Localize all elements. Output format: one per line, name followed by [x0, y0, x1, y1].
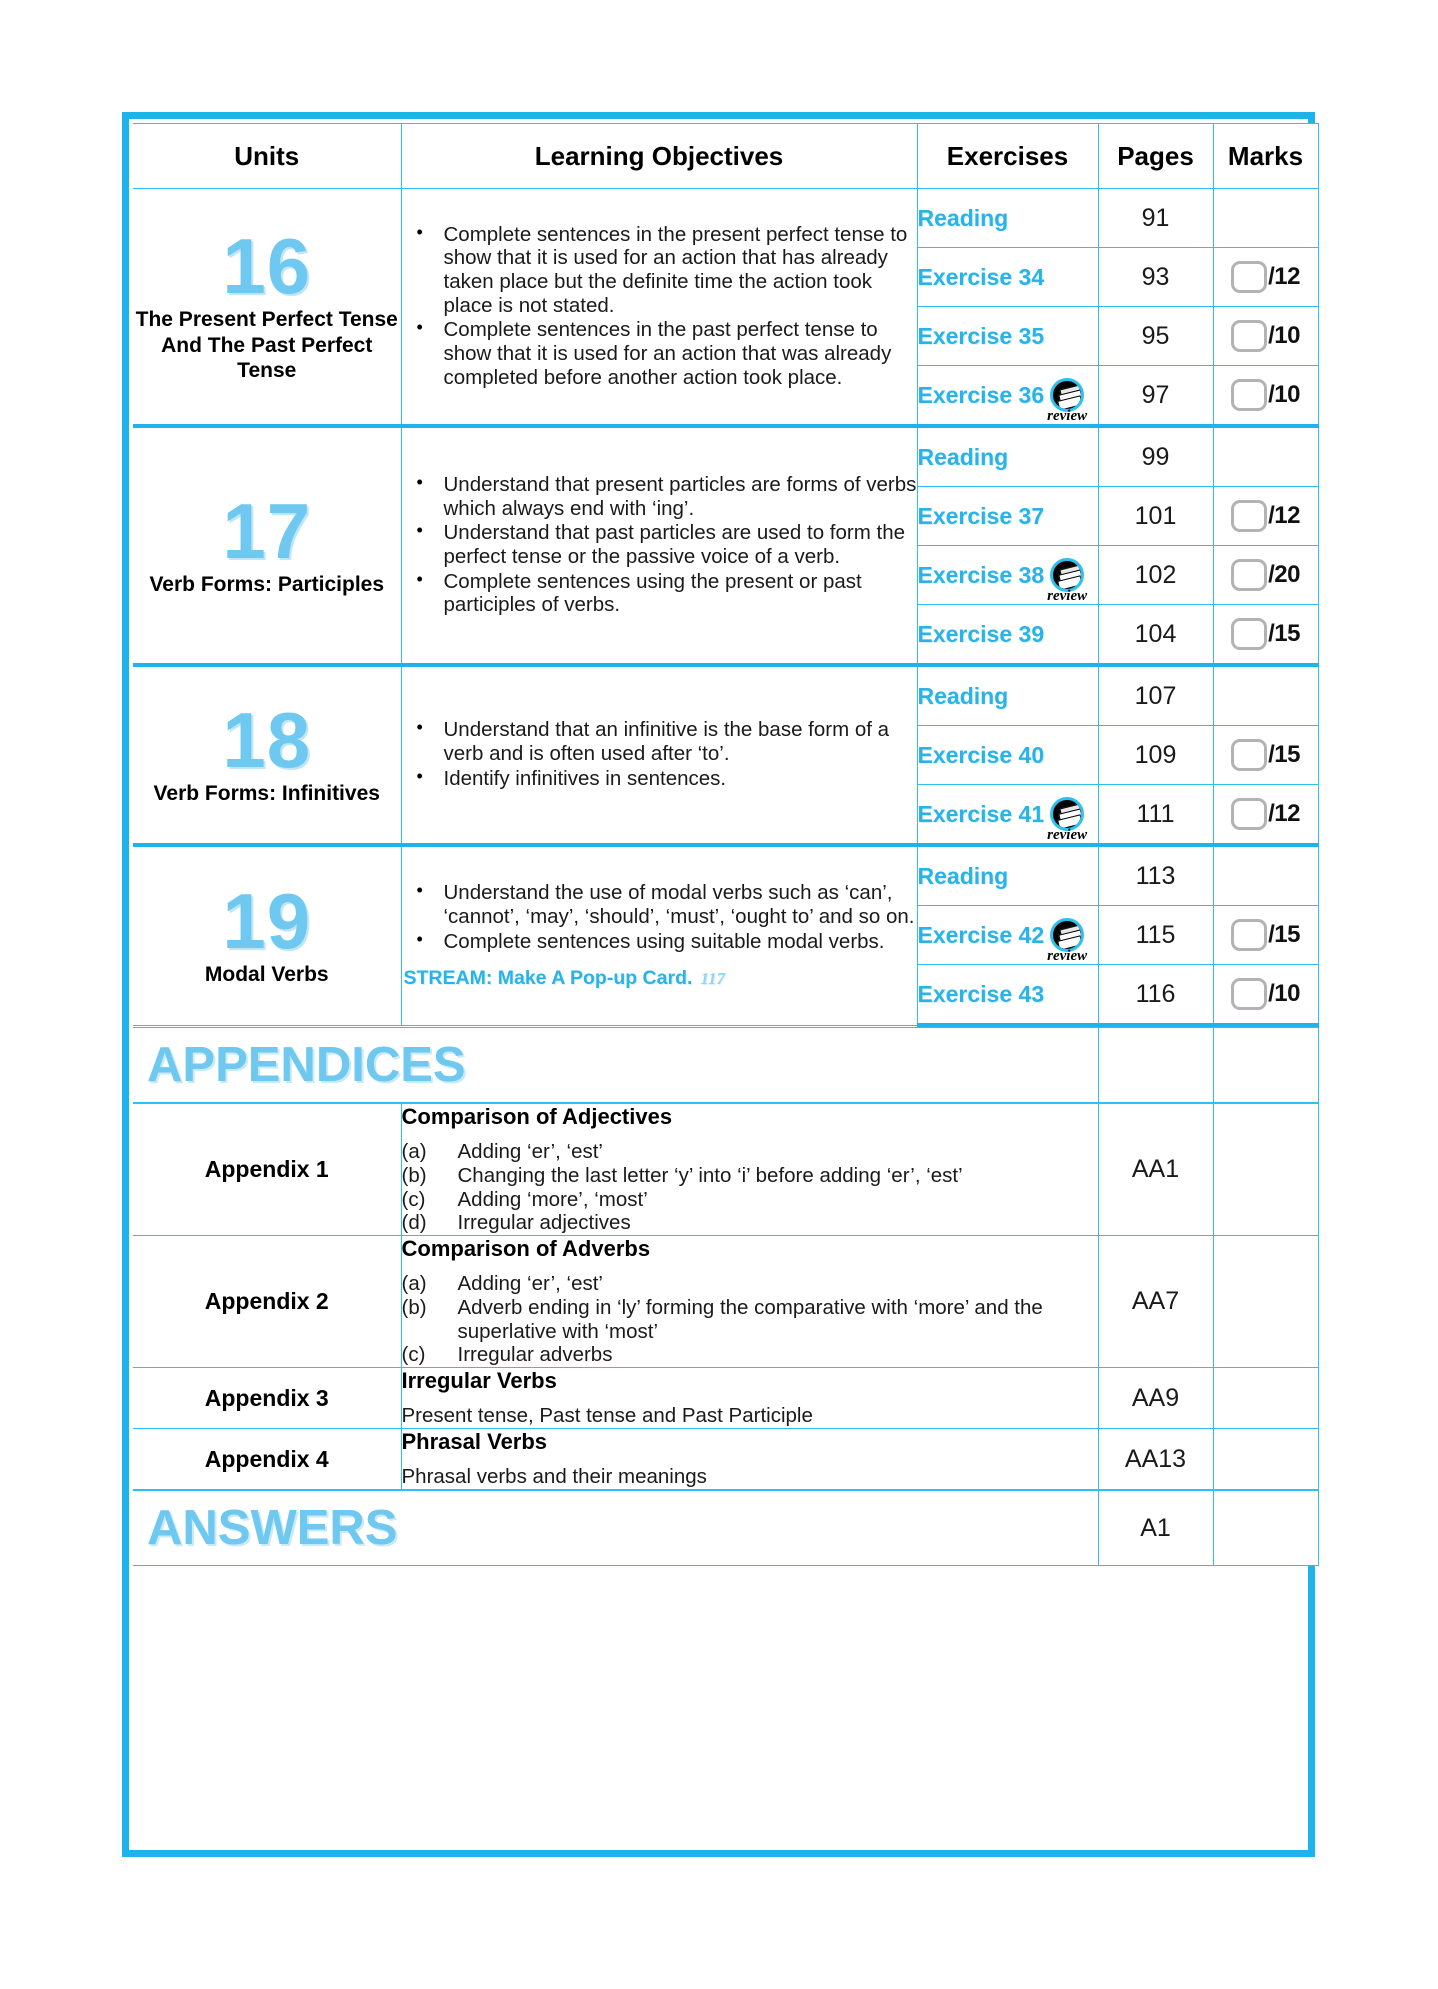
objectives-cell-17 — [401, 426, 917, 665]
page-number: 101 — [1098, 487, 1213, 546]
marks-score-box[interactable] — [1231, 500, 1267, 532]
marks-cell — [1213, 605, 1318, 666]
review-badge-label: review — [1047, 948, 1088, 964]
appendices-banner-text: APPENDICES — [147, 1038, 466, 1092]
appendix-marks-cell — [1213, 1236, 1318, 1368]
marks-wrap — [1214, 798, 1318, 830]
appendices-banner-row — [133, 1028, 1318, 1103]
unit-number: 18 — [222, 696, 312, 785]
page-number: 115 — [1098, 906, 1213, 965]
review-badge-icon — [1047, 797, 1088, 843]
exercise-wrap — [918, 444, 1098, 471]
marks-total: /15 — [1268, 620, 1300, 647]
marks-total: /15 — [1268, 741, 1300, 768]
exercise-cell — [917, 546, 1098, 605]
marks-wrap — [1214, 618, 1318, 650]
stream-activity-page: 117 — [700, 969, 725, 989]
exercise-wrap — [917, 918, 1098, 964]
unit-exercise-row — [133, 426, 1318, 487]
appendix-subtitle: Present tense, Past tense and Past Participle — [401, 1404, 813, 1428]
exercise-wrap — [917, 558, 1098, 604]
marks-wrap — [1214, 320, 1318, 352]
appendix-item-text: Irregular adjectives — [457, 1211, 631, 1235]
exercise-wrap — [917, 378, 1098, 424]
page-number: 109 — [1098, 726, 1213, 785]
exercise-cell — [917, 906, 1098, 965]
unit-number: 19 — [222, 876, 312, 965]
appendix-name: Appendix 3 — [133, 1368, 401, 1429]
appendix-item — [402, 1211, 1098, 1235]
appendix-item — [402, 1188, 1098, 1212]
appendix-row — [133, 1104, 1318, 1236]
exercise-cell — [917, 426, 1098, 487]
appendix-item-text: Adding ‘er’, ‘est’ — [457, 1272, 603, 1296]
marks-total: /12 — [1268, 800, 1300, 827]
header-marks: Marks — [1213, 124, 1318, 189]
exercise-cell — [917, 785, 1098, 846]
exercise-label[interactable]: Exercise 37 — [917, 502, 1045, 529]
exercise-label[interactable]: Exercise 42 — [917, 921, 1045, 948]
appendix-item — [402, 1140, 1098, 1164]
objective-item: • Understand that an infinitive is the base form of a verb and is often used after ‘to’. — [442, 718, 917, 765]
appendix-name: Appendix 2 — [133, 1236, 401, 1368]
review-badge-label: review — [1047, 408, 1088, 424]
appendix-page: AA7 — [1098, 1236, 1213, 1368]
page-number: 99 — [1098, 426, 1213, 487]
appendix-marks-cell — [1213, 1429, 1318, 1490]
marks-cell — [1213, 189, 1318, 248]
marks-score-box[interactable] — [1231, 261, 1267, 293]
exercise-cell — [917, 248, 1098, 307]
review-badge-label: review — [1047, 588, 1088, 604]
exercise-wrap — [918, 264, 1098, 291]
appendix-item — [402, 1164, 1098, 1188]
marks-total: /10 — [1268, 381, 1300, 408]
marks-wrap — [1214, 978, 1318, 1010]
unit-exercise-row — [133, 665, 1318, 726]
appendix-body — [401, 1368, 1098, 1429]
exercise-label[interactable]: Exercise 39 — [917, 620, 1045, 647]
appendix-body — [401, 1104, 1098, 1236]
exercise-label[interactable]: Exercise 40 — [917, 741, 1045, 768]
appendices-table — [133, 1103, 1319, 1490]
marks-cell — [1213, 487, 1318, 546]
exercise-label[interactable]: Exercise 35 — [917, 322, 1045, 349]
marks-cell — [1213, 726, 1318, 785]
exercise-label[interactable]: Exercise 41 — [917, 800, 1045, 827]
marks-wrap — [1214, 559, 1318, 591]
appendix-name: Appendix 4 — [133, 1429, 401, 1490]
objectives-list — [402, 718, 917, 790]
header-pages: Pages — [1098, 124, 1213, 189]
objectives-cell-18 — [401, 665, 917, 845]
page-number: 104 — [1098, 605, 1213, 666]
exercise-label[interactable]: Reading — [917, 443, 1009, 470]
marks-score-box[interactable] — [1231, 379, 1267, 411]
appendix-title: Irregular Verbs — [401, 1368, 557, 1394]
appendix-title: Comparison of Adverbs — [401, 1236, 651, 1262]
exercise-cell — [917, 965, 1098, 1026]
marks-wrap — [1214, 500, 1318, 532]
appendix-name: Appendix 1 — [133, 1104, 401, 1236]
page-number: 116 — [1098, 965, 1213, 1026]
appendix-item-text: Adding ‘er’, ‘est’ — [457, 1140, 603, 1163]
table-header-row — [133, 124, 1318, 189]
marks-cell — [1213, 965, 1318, 1026]
exercise-label[interactable]: Reading — [917, 204, 1009, 231]
unit-exercise-row — [133, 845, 1318, 906]
marks-score-box[interactable] — [1231, 559, 1267, 591]
review-disc-icon — [1050, 918, 1084, 952]
appendix-items — [402, 1272, 1098, 1367]
appendix-items — [402, 1140, 1098, 1235]
exercise-cell — [917, 366, 1098, 427]
objective-item: • Complete sentences using suitable modal verbs. — [442, 930, 917, 954]
marks-total: /10 — [1268, 322, 1300, 349]
appendix-marks-cell — [1213, 1104, 1318, 1236]
header-units: Units — [133, 124, 401, 189]
marks-total: /15 — [1268, 921, 1300, 948]
toc-inner — [133, 123, 1304, 1846]
appendices-banner-table — [133, 1027, 1319, 1103]
appendix-item-text: Irregular adverbs — [457, 1343, 613, 1367]
appendix-item-letter: (c) — [401, 1343, 426, 1367]
exercise-cell — [917, 189, 1098, 248]
appendix-page: AA13 — [1098, 1429, 1213, 1490]
objective-item: • Understand the use of modal verbs such as ‘can’, ‘cannot’, ‘may’, ‘should’, ‘must’, ‘ought to’ and so on. — [442, 881, 917, 928]
marks-cell — [1213, 366, 1318, 427]
appendix-item-letter: (b) — [401, 1163, 427, 1187]
header-exercises: Exercises — [917, 124, 1098, 189]
exercise-wrap — [917, 797, 1098, 843]
header-objectives: Learning Objectives — [401, 124, 917, 189]
exercise-wrap — [918, 863, 1098, 890]
appendices-banner-marks-cell — [1213, 1028, 1318, 1103]
marks-score-box[interactable] — [1231, 618, 1267, 650]
marks-cell — [1213, 845, 1318, 906]
appendix-item-letter: (a) — [401, 1140, 427, 1163]
review-disc-icon — [1050, 378, 1084, 412]
unit-title: Verb Forms: Participles — [149, 572, 385, 596]
exercise-wrap — [918, 205, 1098, 232]
unit-cell-19 — [133, 845, 401, 1025]
objective-item: • Complete sentences in the past perfect tense to show that it is used for an action that was already completed before another action took place. — [442, 318, 917, 389]
units-table — [133, 123, 1319, 1027]
review-disc-icon — [1050, 797, 1084, 831]
appendix-item-letter: (b) — [401, 1295, 427, 1319]
appendix-body — [401, 1236, 1098, 1368]
exercise-wrap — [918, 503, 1098, 530]
appendix-row — [133, 1368, 1318, 1429]
page-number: 97 — [1098, 366, 1213, 427]
marks-wrap — [1214, 919, 1318, 951]
exercise-wrap — [918, 323, 1098, 350]
marks-total: /12 — [1268, 263, 1300, 290]
exercise-cell — [917, 605, 1098, 666]
marks-score-box[interactable] — [1231, 320, 1267, 352]
appendices-banner-pages-cell — [1098, 1028, 1213, 1103]
marks-score-box[interactable] — [1231, 919, 1267, 951]
appendix-item — [402, 1272, 1098, 1296]
marks-cell — [1213, 307, 1318, 366]
appendix-page: AA1 — [1098, 1104, 1213, 1236]
exercise-label[interactable]: Exercise 36 — [917, 381, 1045, 408]
exercise-label[interactable]: Reading — [917, 682, 1009, 709]
exercise-wrap — [918, 683, 1098, 710]
marks-cell — [1213, 426, 1318, 487]
objectives-list — [402, 881, 917, 953]
marks-wrap — [1214, 379, 1318, 411]
page-number: 93 — [1098, 248, 1213, 307]
review-badge-icon — [1047, 378, 1088, 424]
appendix-page: AA9 — [1098, 1368, 1213, 1429]
marks-total: /12 — [1268, 502, 1300, 529]
exercise-wrap — [918, 742, 1098, 769]
appendix-item — [402, 1343, 1098, 1367]
review-badge-label: review — [1047, 827, 1088, 843]
marks-score-box[interactable] — [1231, 739, 1267, 771]
page-number: 95 — [1098, 307, 1213, 366]
unit-number: 16 — [222, 221, 312, 310]
exercise-label[interactable]: Exercise 34 — [917, 263, 1045, 290]
objective-item: • Complete sentences in the present perfect tense to show that it is used for an action that has already taken place but the definite time the action took place is not stated. — [442, 223, 917, 318]
review-badge-icon — [1047, 918, 1088, 964]
appendix-marks-cell — [1213, 1368, 1318, 1429]
exercise-wrap — [918, 621, 1098, 648]
answers-banner-row — [133, 1491, 1318, 1566]
appendix-item-letter: (d) — [401, 1211, 427, 1235]
exercise-wrap — [918, 981, 1098, 1008]
exercise-cell — [917, 487, 1098, 546]
appendix-row — [133, 1429, 1318, 1490]
unit-number: 17 — [222, 486, 312, 575]
answers-banner-text: ANSWERS — [147, 1501, 398, 1556]
exercise-cell — [917, 307, 1098, 366]
marks-wrap — [1214, 261, 1318, 293]
appendix-item-letter: (c) — [401, 1187, 426, 1211]
objective-item: • Understand that past particles are used to form the perfect tense or the passive voice of a verb. — [442, 521, 917, 568]
objectives-cell-16 — [401, 189, 917, 427]
appendix-item-letter: (a) — [401, 1272, 427, 1296]
unit-cell-18 — [133, 665, 401, 845]
marks-cell — [1213, 546, 1318, 605]
appendix-body — [401, 1429, 1098, 1490]
appendix-item — [402, 1296, 1098, 1344]
marks-wrap — [1214, 739, 1318, 771]
marks-cell — [1213, 665, 1318, 726]
exercise-label[interactable]: Reading — [917, 862, 1009, 889]
objective-item: • Complete sentences using the present or past participles of verbs. — [442, 570, 917, 617]
exercise-cell — [917, 726, 1098, 785]
marks-cell — [1213, 248, 1318, 307]
answers-banner-cell — [133, 1491, 1098, 1566]
exercise-cell — [917, 665, 1098, 726]
page-number: 113 — [1098, 845, 1213, 906]
review-disc-icon — [1050, 558, 1084, 592]
stream-activity-text: STREAM: Make A Pop-up Card. — [403, 967, 693, 990]
exercise-label[interactable]: Exercise 43 — [917, 980, 1045, 1007]
unit-cell-17 — [133, 426, 401, 665]
toc-outer-frame — [122, 112, 1315, 1857]
page-number: 111 — [1098, 785, 1213, 846]
objectives-list — [402, 473, 917, 617]
unit-exercise-row — [133, 189, 1318, 248]
page-number: 91 — [1098, 189, 1213, 248]
appendix-row — [133, 1236, 1318, 1368]
answers-marks-cell — [1213, 1491, 1318, 1566]
marks-total: /10 — [1268, 980, 1300, 1007]
stream-activity — [402, 967, 917, 990]
marks-cell — [1213, 906, 1318, 965]
page-number: 107 — [1098, 665, 1213, 726]
objective-item: • Understand that present particles are forms of verbs which always end with ‘ing’. — [442, 473, 917, 520]
unit-title: Verb Forms: Infinitives — [153, 782, 380, 806]
marks-cell — [1213, 785, 1318, 846]
appendix-item-text: Changing the last letter ‘y’ into ‘i’ before adding ‘er’, ‘est’ — [457, 1163, 963, 1187]
unit-title: Modal Verbs — [204, 962, 329, 986]
answers-page: A1 — [1098, 1491, 1213, 1566]
appendix-item-text: Adverb ending in ‘ly’ forming the comparative with ‘more’ and the superlative with ‘most’ — [457, 1295, 1043, 1343]
appendix-title: Phrasal Verbs — [401, 1429, 548, 1455]
exercise-label[interactable]: Exercise 38 — [917, 561, 1045, 588]
answers-banner-table — [133, 1490, 1319, 1566]
objective-item: • Identify infinitives in sentences. — [442, 767, 917, 791]
page-number: 102 — [1098, 546, 1213, 605]
review-badge-icon — [1047, 558, 1088, 604]
appendix-subtitle: Phrasal verbs and their meanings — [401, 1465, 707, 1489]
appendices-banner-cell — [133, 1028, 1098, 1103]
unit-title: The Present Perfect Tense And The Past Perfect Tense — [135, 307, 398, 383]
unit-cell-16 — [133, 189, 401, 427]
objectives-cell-19 — [401, 845, 917, 1025]
exercise-cell — [917, 845, 1098, 906]
marks-score-box[interactable] — [1231, 978, 1267, 1010]
marks-score-box[interactable] — [1231, 798, 1267, 830]
appendix-title: Comparison of Adjectives — [401, 1104, 673, 1129]
marks-total: /20 — [1268, 561, 1300, 588]
objectives-list — [402, 223, 917, 390]
appendix-item-text: Adding ‘more’, ‘most’ — [457, 1187, 648, 1211]
